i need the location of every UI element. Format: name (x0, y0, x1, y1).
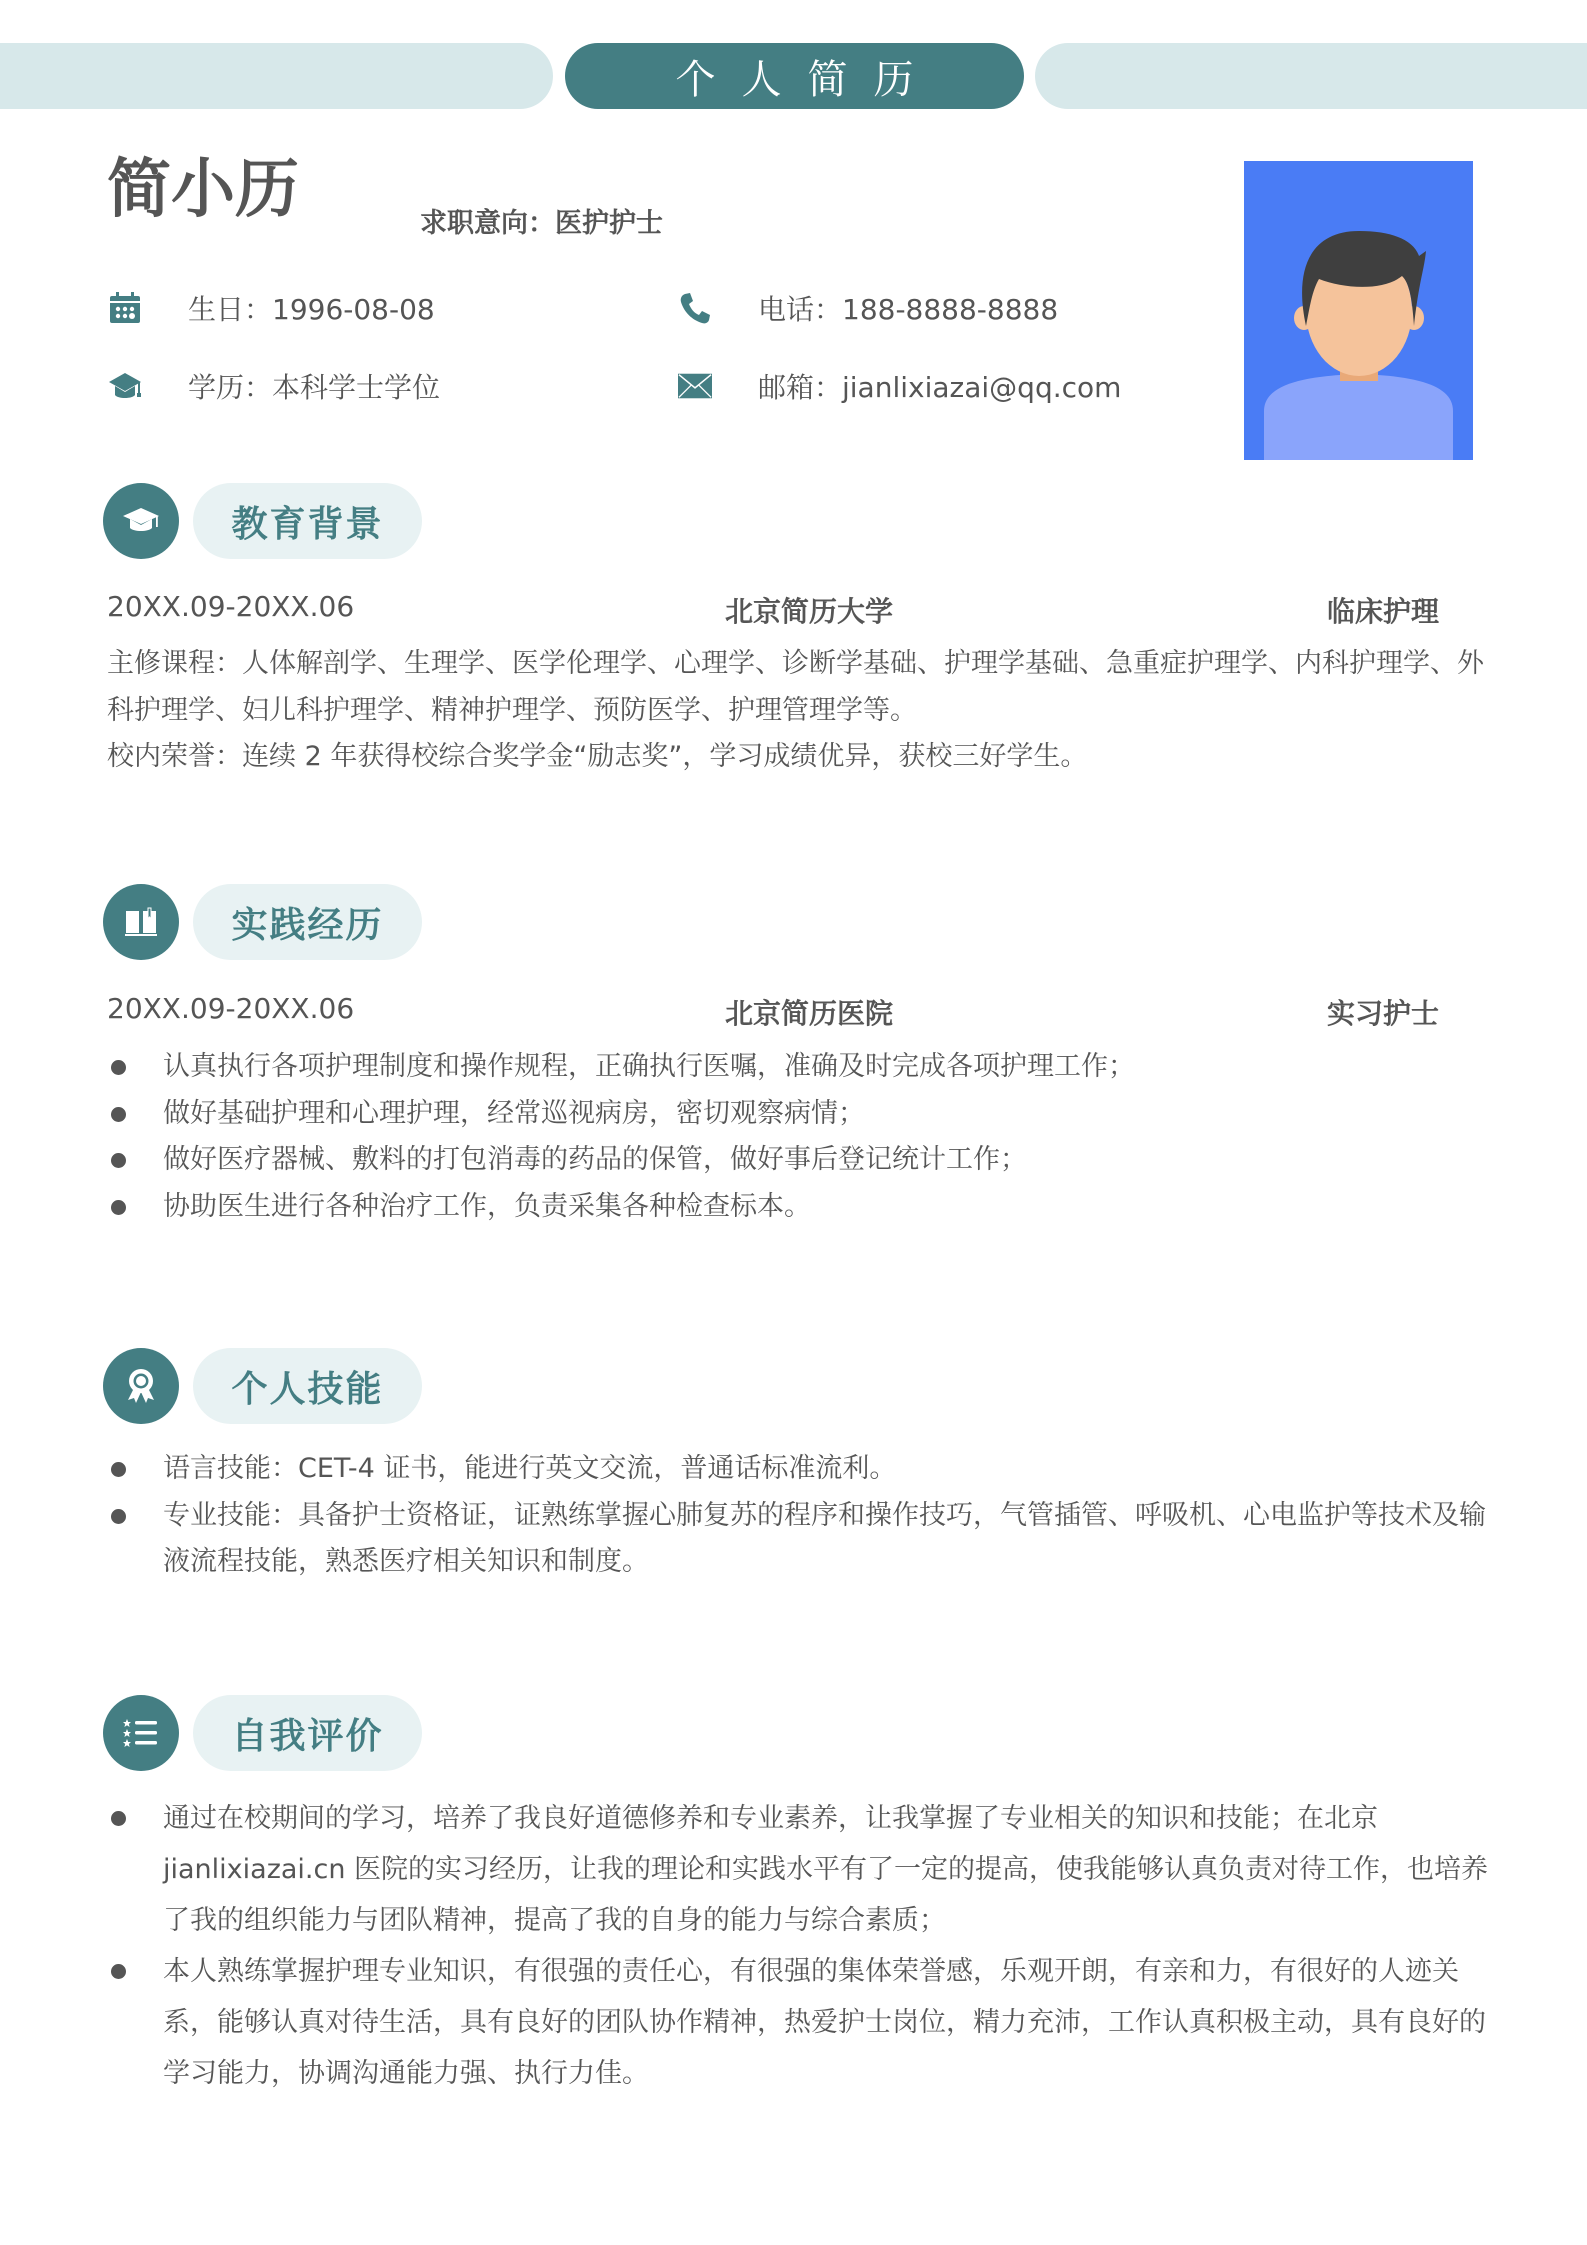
list-item: 做好基础护理和心理护理，经常巡视病房，密切观察病情； (107, 1091, 1492, 1138)
calendar-icon (108, 291, 142, 325)
education-courses: 主修课程：人体解剖学、生理学、医学伦理学、心理学、诊断学基础、护理学基础、急重症护理学、内科护理学、外科护理学、妇儿科护理学、精神护理学、预防医学、护理管理学等。 (107, 648, 1484, 726)
profile-photo (1244, 161, 1473, 460)
resume-title-banner (565, 43, 1024, 109)
skills-section-icon (103, 1348, 179, 1424)
list-item: 协助医生进行各种治疗工作，负责采集各种检查标本。 (107, 1184, 1492, 1231)
job-intent: 求职意向：医护护士 (420, 208, 663, 239)
self-eval-list (107, 1793, 1492, 2099)
experience-period: 20XX.09-20XX.06 (107, 992, 355, 1025)
skills-list (107, 1446, 1492, 1586)
education-header-row (107, 590, 1507, 630)
candidate-name: 简小历 (107, 153, 299, 227)
experience-role: 实习护士 (1327, 997, 1440, 1030)
contact-email (678, 366, 1121, 406)
list-item: 专业技能：具备护士资格证，证熟练掌握心肺复苏的程序和操作技巧，气管插管、呼吸机、心电监护等技术及输液流程技能，熟悉医疗相关知识和制度。 (107, 1493, 1492, 1586)
banner-right-bar (1035, 43, 1587, 109)
experience-header-row (107, 992, 1507, 1032)
skills-section-title: 个人技能 (193, 1348, 422, 1424)
graduation-cap-icon (121, 506, 161, 536)
experience-org: 北京简历医院 (725, 997, 894, 1030)
education-details (107, 641, 1492, 781)
phone-text: 电话：188-8888-8888 (758, 293, 1059, 326)
graduation-cap-icon (108, 369, 142, 403)
list-item: 本人熟练掌握护理专业知识，有很强的责任心，有很强的集体荣誉感，乐观开朗，有亲和力，有很好的人迹关系，能够认真对待生活，具有良好的团队协作精神，热爱护士岗位，精力充沛，工作认真积极主动，具有良好的学习能力，协调沟通能力强、执行力佳。 (107, 1946, 1492, 2099)
star-list-icon (123, 1718, 159, 1748)
education-major: 临床护理 (1327, 595, 1440, 628)
education-section-title: 教育背景 (193, 483, 422, 559)
contact-phone (678, 288, 1058, 328)
list-item: 语言技能：CET-4 证书，能进行英文交流，普通话标准流利。 (107, 1446, 1492, 1493)
email-text: 邮箱：jianlixiazai@qq.com (758, 371, 1122, 404)
education-section-icon (103, 483, 179, 559)
envelope-icon (678, 369, 712, 403)
phone-icon (678, 291, 712, 325)
education-school: 北京简历大学 (725, 595, 894, 628)
resume-title: 个人简历 (675, 56, 940, 103)
book-icon (124, 907, 158, 937)
list-item: 做好医疗器械、敷料的打包消毒的药品的保管，做好事后登记统计工作； (107, 1137, 1492, 1184)
self-eval-section-title: 自我评价 (193, 1695, 422, 1771)
experience-duties-list (107, 1044, 1492, 1230)
education-period: 20XX.09-20XX.06 (107, 590, 355, 623)
banner-left-bar (0, 43, 553, 109)
award-ribbon-icon (124, 1368, 158, 1404)
list-item: 通过在校期间的学习，培养了我良好道德修养和专业素养，让我掌握了专业相关的知识和技能；在北京 jianlixiazai.cn 医院的实习经历，让我的理论和实践水平有了一定的提高，使我能够认真负责对待工作，也培养了我的组织能力与团队精神，提高了我的自身的能力与综合素质； (107, 1793, 1492, 1946)
avatar-illustration (1244, 161, 1473, 460)
list-item: 认真执行各项护理制度和操作规程，正确执行医嘱，准确及时完成各项护理工作； (107, 1044, 1492, 1091)
contact-education (108, 366, 440, 406)
education-honors: 校内荣誉：连续 2 年获得校综合奖学金“励志奖”，学习成绩优异，获校三好学生。 (107, 741, 1088, 772)
contact-birthday (108, 288, 435, 328)
birthday-text: 生日：1996-08-08 (188, 293, 435, 326)
self-eval-section-icon (103, 1695, 179, 1771)
experience-section-icon (103, 884, 179, 960)
degree-text: 学历：本科学士学位 (188, 371, 441, 404)
experience-section-title: 实践经历 (193, 884, 422, 960)
